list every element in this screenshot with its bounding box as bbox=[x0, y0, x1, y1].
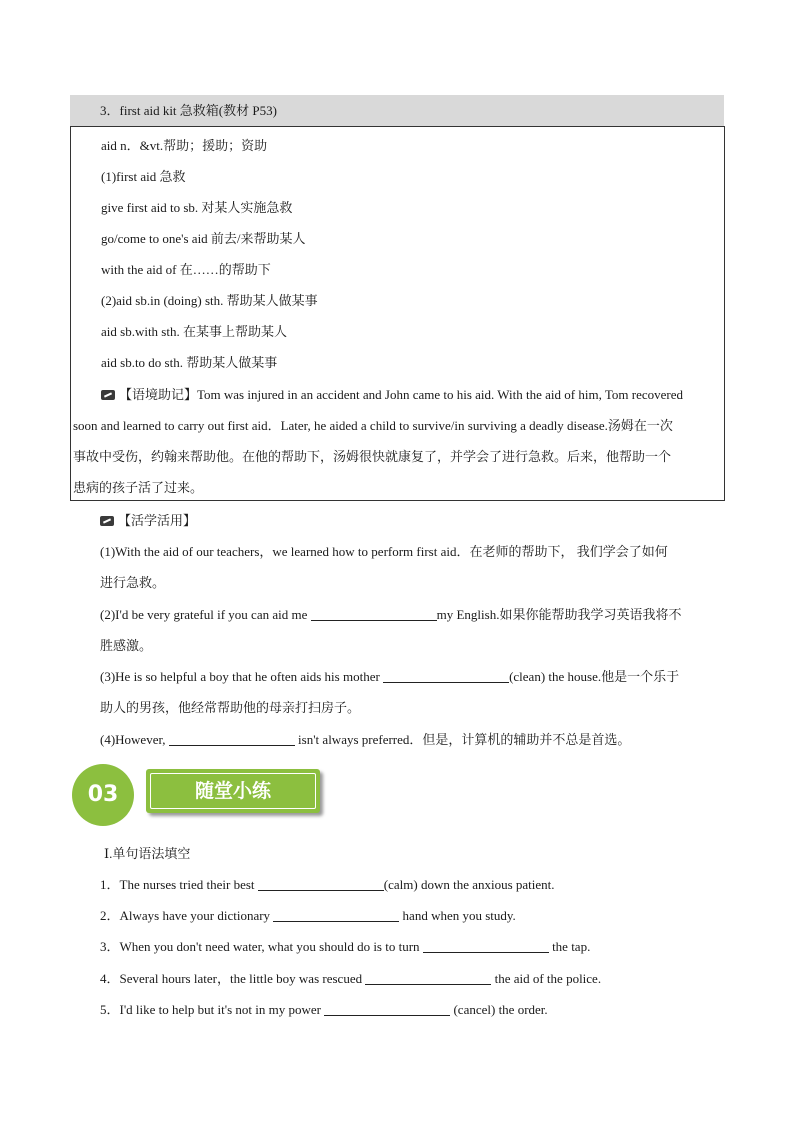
practice-item-3: (3)He is so helpful a boy that he often aids his mother (clean) the house.他是一个乐于 bbox=[100, 669, 680, 684]
note-line: 患病的孩子活了过来。 bbox=[73, 480, 204, 495]
practice-item-2: (2)I'd be very grateful if you can aid me my English.如果你能帮助我学习英语我将不 bbox=[100, 607, 682, 622]
vocabulary-box bbox=[70, 126, 725, 501]
note-line: soon and learned to carry out first aid．Later, he aided a child to survive/in surviving a deadly disease.汤姆在一次 bbox=[73, 418, 673, 433]
section-number-badge: 03 bbox=[72, 764, 134, 826]
memory-aid-note bbox=[101, 384, 683, 403]
practice-item-2-cont: 胜感激。 bbox=[100, 638, 153, 653]
exercise-item-5: 5．I'd like to help but it's not in my power (cancel) the order. bbox=[100, 1002, 548, 1017]
vocab-line: with the aid of 在……的帮助下 bbox=[101, 262, 271, 277]
answer-blank[interactable] bbox=[365, 972, 491, 985]
practice-item-4: (4)However, isn't always preferred．但是，计算机的辅助并不总是首选。 bbox=[100, 732, 631, 747]
exercise-heading: Ⅰ.单句语法填空 bbox=[104, 846, 191, 861]
answer-blank[interactable] bbox=[324, 1003, 450, 1016]
vocab-line: go/come to one's aid 前去/来帮助某人 bbox=[101, 231, 306, 246]
answer-blank[interactable] bbox=[169, 733, 295, 746]
exercise-item-2: 2．Always have your dictionary hand when you study. bbox=[100, 908, 516, 923]
note-line: 事故中受伤，约翰来帮助他。在他的帮助下，汤姆很快就康复了，并学会了进行急救。后来，他帮助一个 bbox=[73, 449, 672, 464]
answer-blank[interactable] bbox=[383, 670, 509, 683]
pen-icon bbox=[100, 516, 114, 526]
vocab-line: aid sb.with sth. 在某事上帮助某人 bbox=[101, 324, 287, 339]
vocab-line: (2)aid sb.in (doing) sth. 帮助某人做某事 bbox=[101, 293, 318, 308]
answer-blank[interactable] bbox=[423, 940, 549, 953]
practice-heading bbox=[100, 510, 196, 529]
practice-item-1: (1)With the aid of our teachers，we learned how to perform first aid．在老师的帮助下， 我们学会了如何 bbox=[100, 544, 668, 559]
section-header-bar bbox=[70, 95, 724, 126]
answer-blank[interactable] bbox=[258, 878, 384, 891]
exercise-item-3: 3．When you don't need water, what you should do is to turn the tap. bbox=[100, 939, 591, 954]
vocab-line: give first aid to sb. 对某人实施急救 bbox=[101, 200, 293, 215]
section-header-title: 3．first aid kit 急救箱(教材 P53) bbox=[100, 103, 277, 118]
section-title: 随堂小练 bbox=[194, 780, 271, 802]
practice-item-3-cont: 助人的男孩，他经常帮助他的母亲打扫房子。 bbox=[100, 700, 361, 715]
pen-icon bbox=[101, 390, 115, 400]
practice-item-1-cont: 进行急救。 bbox=[100, 575, 166, 590]
exercise-item-4: 4．Several hours later，the little boy was rescued the aid of the police. bbox=[100, 971, 602, 986]
vocab-line: aid n．&vt.帮助；援助；资助 bbox=[101, 138, 268, 153]
exercise-item-1: 1．The nurses tried their best (calm) down the anxious patient. bbox=[100, 877, 555, 892]
note-line: 【语境助记】Tom was injured in an accident and John came to his aid. With the aid of him, Tom recovered bbox=[119, 387, 683, 402]
vocab-line: (1)first aid 急救 bbox=[101, 169, 186, 184]
vocab-line: aid sb.to do sth. 帮助某人做某事 bbox=[101, 355, 278, 370]
practice-heading-text: 【活学活用】 bbox=[118, 513, 197, 528]
section-title-banner bbox=[146, 769, 320, 813]
answer-blank[interactable] bbox=[311, 608, 437, 621]
answer-blank[interactable] bbox=[273, 909, 399, 922]
